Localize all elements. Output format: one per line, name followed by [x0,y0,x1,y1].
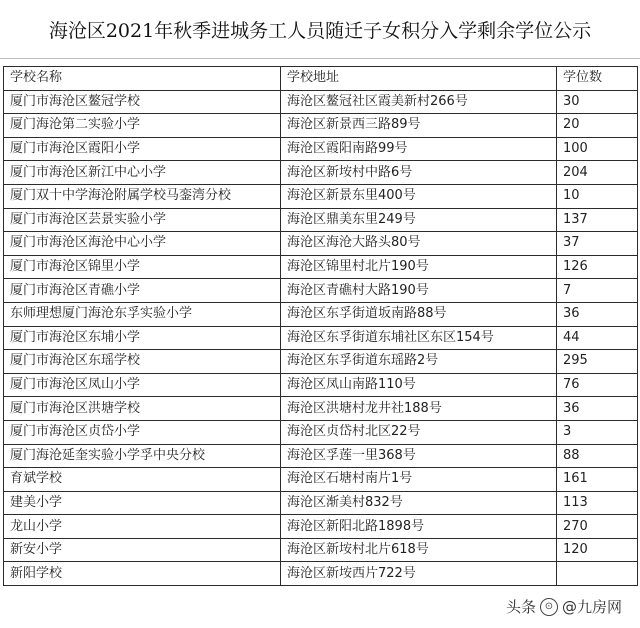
school-name-cell: 厦门市海沧区芸景实验小学 [4,208,281,232]
watermark [504,595,626,618]
school-name-cell: 新安小学 [4,538,281,562]
school-address-cell: 海沧区孚莲一里368号 [281,444,557,468]
table-row [4,515,638,539]
school-name-cell: 厦门市海沧区东瑶学校 [4,350,281,374]
page-title: 海沧区2021年秋季进城务工人员随迁子女积分入学剩余学位公示 [0,0,640,59]
header-school-name: 学校名称 [4,67,281,91]
seat-count-cell: 120 [557,538,638,562]
school-name-cell: 厦门市海沧区凤山小学 [4,373,281,397]
seat-count-cell: 88 [557,444,638,468]
school-address-cell: 海沧区东孚街道东埔社区东区154号 [281,326,557,350]
seat-count-cell: 137 [557,208,638,232]
table-row [4,255,638,279]
school-name-cell: 厦门海沧延奎实验小学孚中央分校 [4,444,281,468]
school-name-cell: 东师理想厦门海沧东孚实验小学 [4,302,281,326]
school-name-cell: 龙山小学 [4,515,281,539]
school-name-cell: 育斌学校 [4,468,281,492]
school-address-cell: 海沧区锦里村北片190号 [281,255,557,279]
school-address-cell: 海沧区新景东里400号 [281,184,557,208]
school-name-cell: 厦门市海沧区贞岱小学 [4,420,281,444]
school-name-cell: 建美小学 [4,491,281,515]
school-address-cell: 海沧区海沧大路头80号 [281,232,557,256]
table-row [4,232,638,256]
school-name-cell: 厦门市海沧区青礁小学 [4,279,281,303]
table-row [4,420,638,444]
table-row [4,326,638,350]
school-address-cell: 海沧区鼎美东里249号 [281,208,557,232]
school-name-cell: 新阳学校 [4,562,281,586]
header-seat-count: 学位数 [557,67,638,91]
watermark-prefix: 头条 [505,598,536,616]
table-row [4,397,638,421]
seat-count-cell [557,562,638,586]
school-name-cell: 厦门市海沧区东埔小学 [4,326,281,350]
seat-count-cell: 126 [557,255,638,279]
school-table [3,66,638,586]
table-row [4,137,638,161]
table-row [4,279,638,303]
school-address-cell: 海沧区贞岱村北区22号 [281,420,557,444]
header-school-address: 学校地址 [281,67,557,91]
seat-count-cell: 44 [557,326,638,350]
seat-count-cell: 10 [557,184,638,208]
school-name-cell: 厦门市海沧区鳌冠学校 [4,90,281,114]
seat-count-cell: 36 [557,397,638,421]
seat-count-cell: 36 [557,302,638,326]
school-address-cell: 海沧区渐美村832号 [281,491,557,515]
table-row [4,562,638,586]
school-name-cell: 厦门市海沧区霞阳小学 [4,137,281,161]
table-row [4,373,638,397]
school-address-cell: 海沧区鳌冠社区霞美新村266号 [281,90,557,114]
seat-count-cell: 3 [557,420,638,444]
seat-count-cell: 7 [557,279,638,303]
seat-count-cell: 76 [557,373,638,397]
school-address-cell: 海沧区青礁村大路190号 [281,279,557,303]
school-name-cell: 厦门海沧第二实验小学 [4,114,281,138]
table-row [4,491,638,515]
school-name-cell: 厦门市海沧区锦里小学 [4,255,281,279]
school-name-cell: 厦门市海沧区新江中心小学 [4,161,281,185]
watermark-logo-icon: ⊙ [540,598,558,616]
table-row [4,90,638,114]
table-row [4,114,638,138]
school-name-cell: 厦门双十中学海沧附属学校马銮湾分校 [4,184,281,208]
school-address-cell: 海沧区东孚街道坂南路88号 [281,302,557,326]
school-address-cell: 海沧区新垵西片722号 [281,562,557,586]
school-address-cell: 海沧区新垵村中路6号 [281,161,557,185]
table-row [4,538,638,562]
seat-count-cell: 20 [557,114,638,138]
table-row [4,468,638,492]
school-address-cell: 海沧区石塘村南片1号 [281,468,557,492]
seat-count-cell: 30 [557,90,638,114]
table-row [4,350,638,374]
seat-count-cell: 113 [557,491,638,515]
table-row [4,184,638,208]
seat-count-cell: 204 [557,161,638,185]
seat-count-cell: 270 [557,515,638,539]
table-row [4,302,638,326]
school-name-cell: 厦门市海沧区海沧中心小学 [4,232,281,256]
school-name-cell: 厦门市海沧区洪塘学校 [4,397,281,421]
seat-count-cell: 37 [557,232,638,256]
school-address-cell: 海沧区新垵村北片618号 [281,538,557,562]
seat-count-cell: 161 [557,468,638,492]
seat-count-cell: 295 [557,350,638,374]
school-address-cell: 海沧区洪塘村龙井社188号 [281,397,557,421]
school-address-cell: 海沧区新景西三路89号 [281,114,557,138]
table-row [4,161,638,185]
table-row [4,208,638,232]
watermark-handle: @九房网 [561,598,622,616]
school-address-cell: 海沧区霞阳南路99号 [281,137,557,161]
school-address-cell: 海沧区新阳北路1898号 [281,515,557,539]
school-address-cell: 海沧区凤山南路110号 [281,373,557,397]
table-row [4,444,638,468]
table-header-row [4,67,638,91]
school-address-cell: 海沧区东孚街道东瑶路2号 [281,350,557,374]
seat-count-cell: 100 [557,137,638,161]
